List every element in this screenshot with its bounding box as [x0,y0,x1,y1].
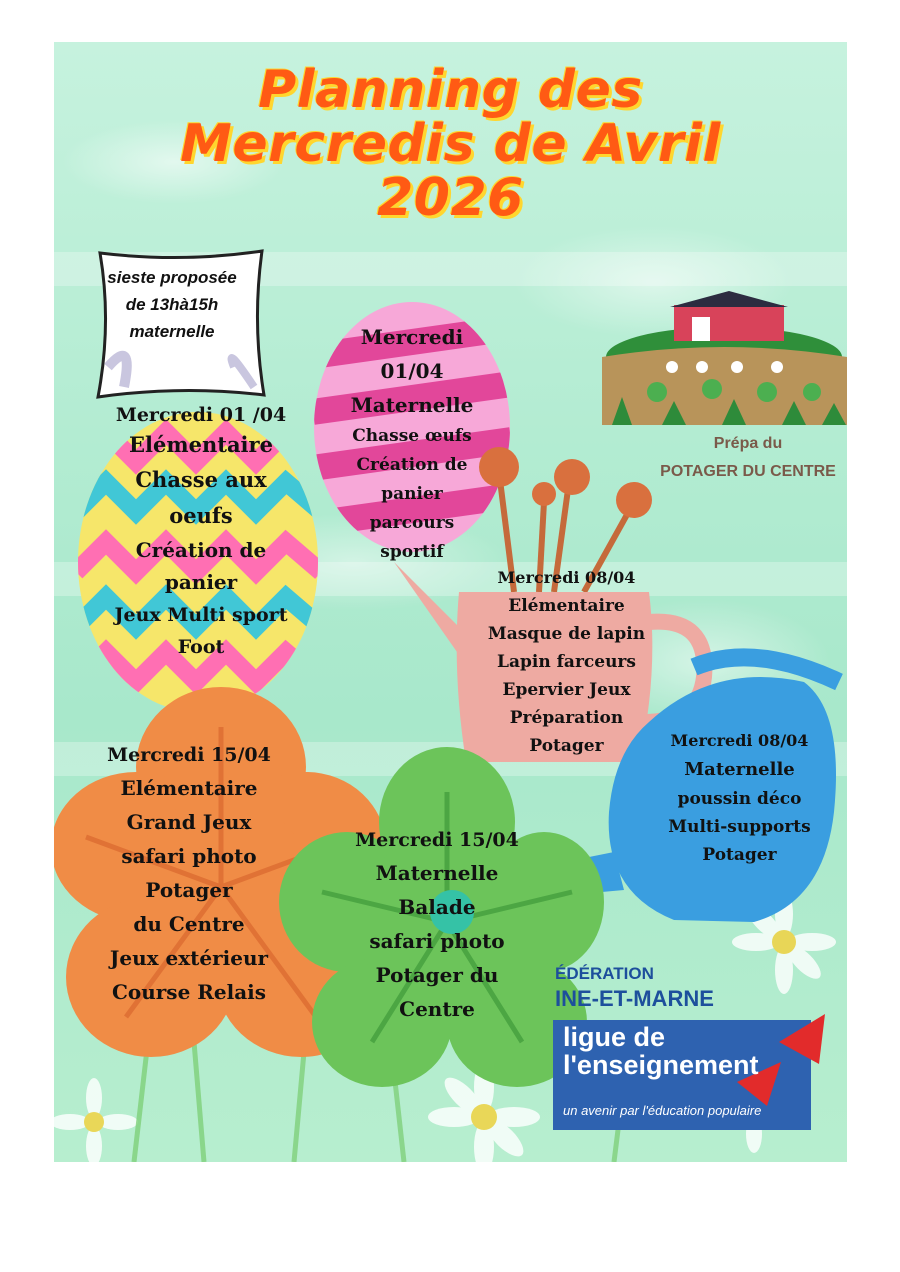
block-heading: Mercredi 15/04 [107,744,271,766]
block-0104-maternelle: Mercredi 01/04 Maternelle Chasse œufs Création de panier parcours sportif [322,320,502,567]
block-heading: Mercredi 08/04 [497,568,636,587]
block-0104-elementaire: Mercredi 01 /04 Elémentaire Chasse aux oeufs Création de panier Jeux Multi sport Foot [76,402,326,662]
page-title-line-3: 2026 [377,168,524,228]
sieste-note: sieste proposée de 13hà15h maternelle [107,268,237,341]
block-0804-elementaire: Mercredi 08/04 Elémentaire Masque de lapin Lapin farceurs Epervier Jeux Préparation Potager [464,564,669,760]
ligue-enseignement-logo: ÉDÉRATION INE-ET-MARNE ligue de l'enseignement un avenir par l'éducation populaire [547,960,847,1140]
page-title-line-2: Mercredis de Avril [180,114,721,174]
page-title-line-1: Planning des [258,60,643,120]
block-heading: Mercredi [360,325,464,349]
garden-farm-icon [602,297,847,427]
block-heading: Mercredi 15/04 [355,829,519,851]
potager-label: Prépa du POTAGER DU CENTRE [660,435,836,480]
block-0804-maternelle: Mercredi 08/04 Maternelle poussin déco Multi-supports Potager [642,727,837,869]
block-heading: Mercredi 01 /04 [115,404,287,426]
block-1504-maternelle: Mercredi 15/04 Maternelle Balade safari photo Potager du Centre [322,824,552,1026]
block-1504-elementaire: Mercredi 15/04 Elémentaire Grand Jeux safari photo Potager du Centre Jeux extérieur Course Relais [64,739,314,1009]
block-heading: Mercredi 08/04 [670,731,809,750]
poster [54,42,847,1162]
